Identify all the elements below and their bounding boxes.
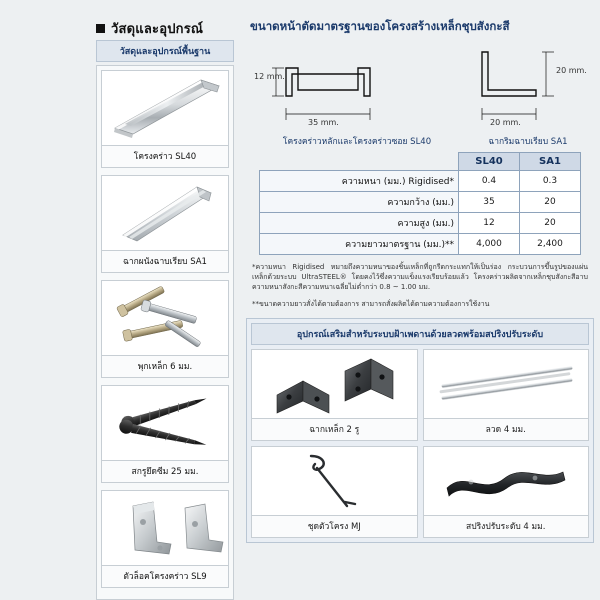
list-item [423, 446, 590, 538]
table-row [260, 192, 581, 213]
spec-table [259, 152, 581, 255]
list-item-label: สปริงปรับระดับ 4 มม. [424, 515, 589, 537]
footnote-1: *ความหนา Rigidised หมายถึงความหนาของชิ้นเหล็กที่ถูกรีดกระแทกให้เป็นร่อง กระบวนการขึ้นรูปของแผ่นเหล็กด้วยระบบ UltraSTEEL® โดยคงไว้ซึ่งความแข็งแรงเรียบร้อยแล้ว โครงคร่าวผลิตจากเหล็กชุบสังกะสีอาบความหนาสังกะสีความหนาเฉลี่ยไม่ต่ำกว่า 0.8 ~ 1.00 มม. [252, 263, 588, 292]
row-label: ความหนา (มม.) Rigidised* [260, 171, 459, 192]
materials-panel [96, 40, 234, 600]
angle-height-dim: 20 mm. [556, 66, 587, 75]
angle-brackets-2holes-icon [252, 350, 417, 418]
channel-width-dim: 35 mm. [308, 118, 339, 127]
accessories-panel [246, 318, 594, 543]
list-item-label: สกรูยึดซีม 25 มม. [102, 460, 228, 482]
hook-rod-icon [252, 447, 417, 515]
row-value: 12 [459, 213, 520, 234]
channel-caption: โครงคร่าวหลักและโครงคร่าวซอย SL40 [282, 137, 432, 147]
l-angle-profile-icon [102, 176, 228, 250]
leveling-spring-clip-icon [424, 447, 589, 515]
angle-width-dim: 20 mm. [490, 118, 521, 127]
channel-height-dim: 12 mm. [254, 72, 285, 81]
c-channel-profile-icon [102, 71, 228, 145]
row-label: ความกว้าง (มม.) [260, 192, 459, 213]
list-item-label: โครงคร่าว SL40 [102, 145, 228, 167]
bullet-square-icon [96, 24, 105, 33]
row-value: 0.3 [520, 171, 581, 192]
list-item-label: ตัวล็อคโครงคร่าว SL9 [102, 565, 228, 587]
steel-anchors-icon [102, 281, 228, 355]
materials-list [96, 65, 234, 600]
row-value: 35 [459, 192, 520, 213]
row-value: 4,000 [459, 234, 520, 255]
table-row [260, 171, 581, 192]
row-value: 20 [520, 213, 581, 234]
right-panel [246, 34, 594, 543]
section-drawings [246, 34, 594, 146]
footnote-2: **ขนาดความยาวสั่งได้ตามต้องการ สามารถสั่งผลิตได้ตามความต้องการใช้งาน [252, 300, 490, 309]
list-item [251, 349, 418, 441]
list-item-label: พุกเหล็ก 6 มม. [102, 355, 228, 377]
list-item-label: ฉากผนังฉาบเรียบ SA1 [102, 250, 228, 272]
accessories-caption: อุปกรณ์เสริมสำหรับระบบฝ้าเพดานด้วยลวดพร้อมสปริงปรับระดับ [251, 323, 589, 345]
list-item [101, 385, 229, 483]
materials-caption: วัสดุและอุปกรณ์พื้นฐาน [96, 40, 234, 62]
section-subtitle: ขนาดหน้าตัดมาตรฐานของโครงสร้างเหล็กชุบสังกะสี [250, 19, 510, 33]
table-row [260, 234, 581, 255]
row-label: ความสูง (มม.) [260, 213, 459, 234]
table-col-sl40: SL40 [459, 153, 520, 171]
row-value: 2,400 [520, 234, 581, 255]
accessories-grid [251, 349, 589, 538]
list-item [101, 490, 229, 588]
page-header [96, 18, 203, 39]
list-item-label: ฉากเหล็ก 2 รู [252, 418, 417, 440]
table-row [260, 213, 581, 234]
table-col-sa1: SA1 [520, 153, 581, 171]
list-item [101, 175, 229, 273]
steel-wire-icon [424, 350, 589, 418]
frame-lock-bracket-icon [102, 491, 228, 565]
row-value: 0.4 [459, 171, 520, 192]
list-item-label: ลวด 4 มม. [424, 418, 589, 440]
table-header-row [260, 153, 581, 171]
screws-icon [102, 386, 228, 460]
page-title: วัสดุและอุปกรณ์ [111, 22, 204, 37]
list-item [251, 446, 418, 538]
list-item [423, 349, 590, 441]
angle-caption: ฉากริมฉาบเรียบ SA1 [488, 137, 568, 147]
list-item [101, 70, 229, 168]
row-value: 20 [520, 192, 581, 213]
row-label: ความยาวมาตรฐาน (มม.)** [260, 234, 459, 255]
list-item [101, 280, 229, 378]
list-item-label: ชุดตัวโครง MJ [252, 515, 417, 537]
